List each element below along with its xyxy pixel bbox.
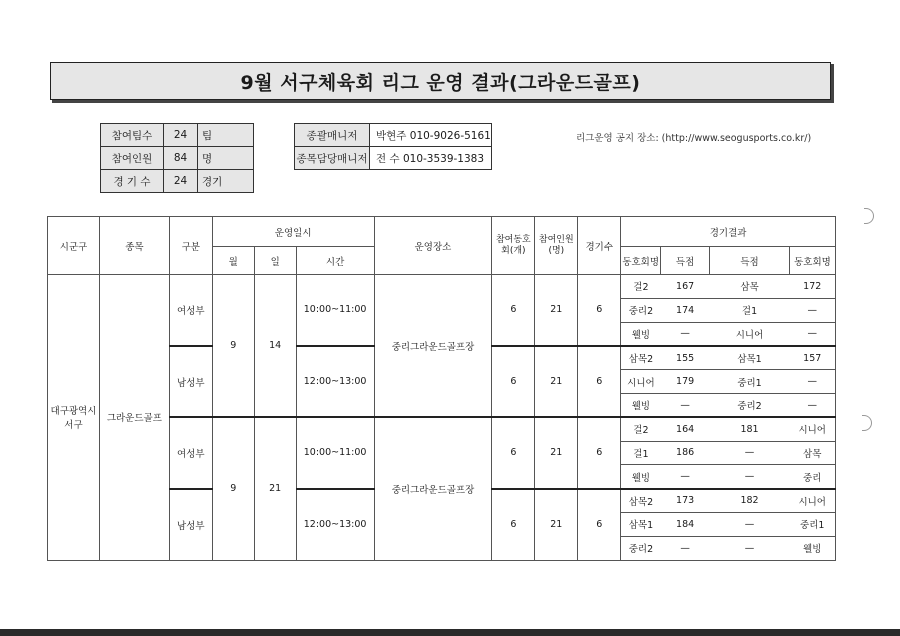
sport-cell: 그라운드골프 [99, 275, 169, 561]
header-club-a: 동호회명 [621, 247, 661, 275]
time-cell: 10:00~11:00 [296, 275, 374, 346]
club-b-cell: 시니어 [789, 417, 835, 441]
score-b-cell: 181 [710, 417, 790, 441]
score-b-cell: 삼목1 [710, 346, 790, 370]
division-cell: 남성부 [169, 489, 212, 560]
header-score-a: 득점 [661, 247, 710, 275]
club-b-cell: 중리 [789, 465, 835, 489]
club-a-cell: 중리2 [621, 298, 661, 322]
time-cell: 12:00~13:00 [296, 346, 374, 417]
clubs-cell: 6 [492, 346, 535, 417]
club-a-cell: 웰빙 [621, 393, 661, 417]
score-a-cell: — [661, 465, 710, 489]
games-unit: 경기 [198, 170, 254, 193]
managers-table [294, 123, 492, 170]
club-b-cell: — [789, 370, 835, 394]
score-a-cell: 167 [661, 275, 710, 299]
games-cell: 6 [578, 275, 621, 346]
score-a-cell: — [661, 393, 710, 417]
games-cell: 6 [578, 417, 621, 488]
header-club-b: 동호회명 [789, 247, 835, 275]
header-schedule: 운영일시 [212, 217, 374, 247]
division-cell: 여성부 [169, 275, 212, 346]
score-a-cell: 164 [661, 417, 710, 441]
teams-unit: 팀 [198, 124, 254, 147]
header-clubs: 참여동호회(개) [492, 217, 535, 275]
results-body [48, 275, 836, 561]
games-label: 경 기 수 [101, 170, 164, 193]
month-cell: 9 [212, 417, 254, 560]
header-venue: 운영장소 [374, 217, 492, 275]
header-games: 경기수 [578, 217, 621, 275]
time-cell: 12:00~13:00 [296, 489, 374, 560]
event-manager-value: 전 수 010-3539-1383 [370, 147, 492, 170]
score-b-cell: 시니어 [710, 322, 790, 346]
binder-hole-mark [862, 415, 872, 431]
score-b-cell: 삼목 [710, 275, 790, 299]
club-a-cell: 시니어 [621, 370, 661, 394]
score-a-cell: 155 [661, 346, 710, 370]
score-b-cell: 걸1 [710, 298, 790, 322]
score-b-cell: 중리1 [710, 370, 790, 394]
score-b-cell: — [710, 441, 790, 465]
club-b-cell: 시니어 [789, 489, 835, 513]
score-b-cell: — [710, 536, 790, 560]
teams-label: 참여팀수 [101, 124, 164, 147]
header-time: 시간 [296, 247, 374, 275]
division-cell: 남성부 [169, 346, 212, 417]
people-value: 84 [164, 147, 198, 170]
score-a-cell: 184 [661, 512, 710, 536]
score-b-cell: — [710, 512, 790, 536]
summary-table [100, 123, 254, 193]
venue-cell: 중리그라운드골프장 [374, 275, 492, 418]
event-manager-label: 종목담당매니저 [295, 147, 370, 170]
day-cell: 14 [254, 275, 296, 418]
score-b-cell: — [710, 465, 790, 489]
club-a-cell: 걸1 [621, 441, 661, 465]
score-a-cell: 179 [661, 370, 710, 394]
table-row [48, 275, 836, 299]
header-district: 시군구 [48, 217, 100, 275]
club-b-cell: 삼목 [789, 441, 835, 465]
clubs-cell: 6 [492, 489, 535, 560]
people-cell: 21 [535, 346, 578, 417]
score-b-cell: 중리2 [710, 393, 790, 417]
club-b-cell: — [789, 298, 835, 322]
page-title: 9월 서구체육회 리그 운영 결과(그라운드골프) [50, 62, 831, 100]
binder-hole-mark [864, 208, 874, 224]
header-day: 일 [254, 247, 296, 275]
people-unit: 명 [198, 147, 254, 170]
people-cell: 21 [535, 275, 578, 346]
teams-value: 24 [164, 124, 198, 147]
score-a-cell: — [661, 322, 710, 346]
club-b-cell: 중리1 [789, 512, 835, 536]
venue-cell: 중리그라운드골프장 [374, 417, 492, 560]
score-a-cell: 173 [661, 489, 710, 513]
month-cell: 9 [212, 275, 254, 418]
score-a-cell: 186 [661, 441, 710, 465]
club-b-cell: — [789, 393, 835, 417]
club-b-cell: — [789, 322, 835, 346]
club-a-cell: 삼목2 [621, 489, 661, 513]
header-people: 참여인원(명) [535, 217, 578, 275]
club-b-cell: 157 [789, 346, 835, 370]
district-cell: 대구광역시 서구 [48, 275, 100, 561]
club-a-cell: 걸2 [621, 417, 661, 441]
games-cell: 6 [578, 489, 621, 560]
results-table [47, 216, 836, 561]
clubs-cell: 6 [492, 275, 535, 346]
general-manager-value: 박현주 010-9026-5161 [370, 124, 492, 147]
people-label: 참여인원 [101, 147, 164, 170]
notice-text: 리그운영 공지 장소: (http://www.seogusports.co.kr/) [576, 133, 812, 144]
club-a-cell: 삼목2 [621, 346, 661, 370]
page-bottom-edge [0, 629, 900, 636]
club-a-cell: 걸2 [621, 275, 661, 299]
division-cell: 여성부 [169, 417, 212, 488]
header-month: 월 [212, 247, 254, 275]
club-a-cell: 웰빙 [621, 322, 661, 346]
club-a-cell: 중리2 [621, 536, 661, 560]
score-b-cell: 182 [710, 489, 790, 513]
club-b-cell: 172 [789, 275, 835, 299]
club-b-cell: 웰빙 [789, 536, 835, 560]
general-manager-label: 종괄매니저 [295, 124, 370, 147]
games-value: 24 [164, 170, 198, 193]
club-a-cell: 삼목1 [621, 512, 661, 536]
clubs-cell: 6 [492, 417, 535, 488]
people-cell: 21 [535, 489, 578, 560]
time-cell: 10:00~11:00 [296, 417, 374, 488]
score-a-cell: 174 [661, 298, 710, 322]
header-result: 경기결과 [621, 217, 836, 247]
people-cell: 21 [535, 417, 578, 488]
header-sport: 종목 [99, 217, 169, 275]
score-a-cell: — [661, 536, 710, 560]
header-score-b: 득점 [710, 247, 790, 275]
games-cell: 6 [578, 346, 621, 417]
day-cell: 21 [254, 417, 296, 560]
header-division: 구분 [169, 217, 212, 275]
club-a-cell: 웰빙 [621, 465, 661, 489]
